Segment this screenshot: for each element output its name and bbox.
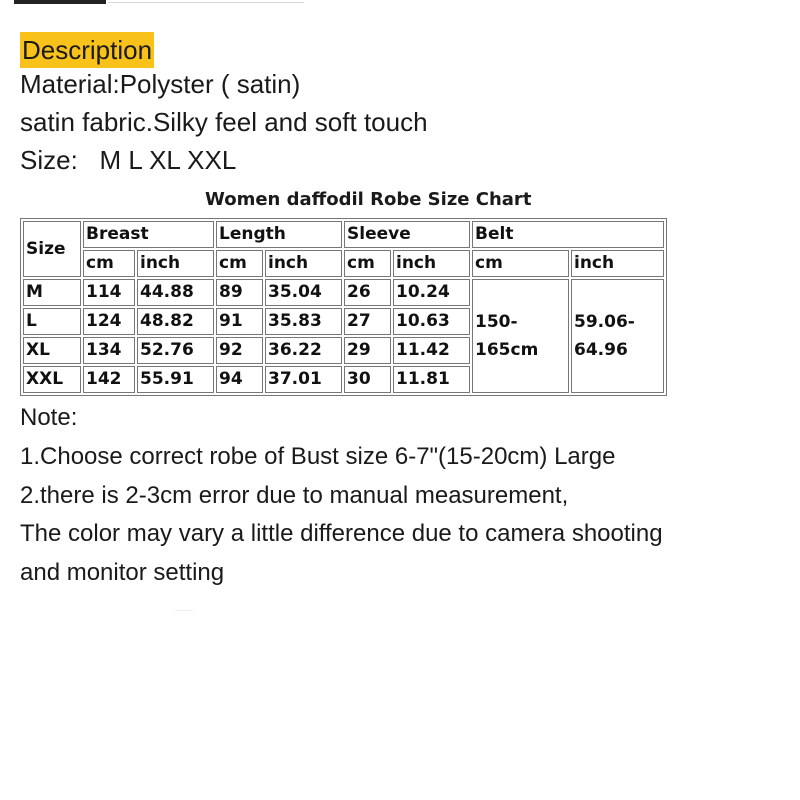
description-heading: Description xyxy=(20,32,154,68)
unit-cm: cm xyxy=(344,250,391,277)
length-inch-cell: 36.22 xyxy=(265,337,342,364)
belt-inch-line: 64.96 xyxy=(574,340,628,360)
length-inch-cell: 35.83 xyxy=(265,308,342,335)
note-line-4: and monitor setting xyxy=(20,559,225,586)
table-row xyxy=(23,279,664,306)
length-header: Length xyxy=(216,221,342,248)
size-cell: L xyxy=(23,308,81,335)
breast-cm-cell: 142 xyxy=(83,366,135,393)
note-heading: Note: xyxy=(20,404,78,431)
sleeve-inch-cell: 11.81 xyxy=(393,366,470,393)
note-line-2: 2.there is 2-3cm error due to manual measurement, xyxy=(20,482,569,509)
unit-cm: cm xyxy=(216,250,263,277)
unit-inch: inch xyxy=(393,250,470,277)
length-inch-cell: 35.04 xyxy=(265,279,342,306)
faint-divider xyxy=(175,610,193,611)
sleeve-cm-cell: 30 xyxy=(344,366,391,393)
material-text: Material:Polyster ( satin) xyxy=(20,69,301,99)
sleeve-inch-cell: 10.63 xyxy=(393,308,470,335)
size-column-header: Size xyxy=(23,221,81,277)
breast-inch-cell: 52.76 xyxy=(137,337,214,364)
top-divider xyxy=(108,2,304,3)
size-cell: XL xyxy=(23,337,81,364)
size-cell: M xyxy=(23,279,81,306)
unit-inch: inch xyxy=(137,250,214,277)
breast-cm-cell: 124 xyxy=(83,308,135,335)
sleeve-header: Sleeve xyxy=(344,221,470,248)
unit-cm: cm xyxy=(83,250,135,277)
breast-inch-cell: 48.82 xyxy=(137,308,214,335)
belt-cm-line: 150- xyxy=(475,312,518,332)
table-unit-row xyxy=(23,250,664,277)
fabric-text: satin fabric.Silky feel and soft touch xyxy=(20,107,428,137)
length-inch-cell: 37.01 xyxy=(265,366,342,393)
length-cm-cell: 92 xyxy=(216,337,263,364)
belt-header: Belt xyxy=(472,221,664,248)
belt-cm-cell xyxy=(472,279,569,393)
size-list-text: Size: M L XL XXL xyxy=(20,145,237,175)
size-chart-table xyxy=(20,218,667,396)
top-bar-decoration xyxy=(14,0,106,4)
breast-cm-cell: 114 xyxy=(83,279,135,306)
length-cm-cell: 89 xyxy=(216,279,263,306)
table-header-row xyxy=(23,221,664,248)
unit-inch: inch xyxy=(571,250,664,277)
size-cell: XXL xyxy=(23,366,81,393)
belt-inch-cell xyxy=(571,279,664,393)
belt-inch-line: 59.06- xyxy=(574,312,635,332)
breast-inch-cell: 44.88 xyxy=(137,279,214,306)
note-line-1: 1.Choose correct robe of Bust size 6-7"(15-20cm) Large xyxy=(20,443,616,470)
length-cm-cell: 94 xyxy=(216,366,263,393)
sleeve-cm-cell: 27 xyxy=(344,308,391,335)
belt-cm-line: 165cm xyxy=(475,340,539,360)
unit-inch: inch xyxy=(265,250,342,277)
breast-header: Breast xyxy=(83,221,214,248)
sleeve-inch-cell: 10.24 xyxy=(393,279,470,306)
breast-cm-cell: 134 xyxy=(83,337,135,364)
sleeve-cm-cell: 29 xyxy=(344,337,391,364)
note-line-3: The color may vary a little difference due to camera shooting xyxy=(20,520,663,547)
length-cm-cell: 91 xyxy=(216,308,263,335)
size-chart-title: Women daffodil Robe Size Chart xyxy=(205,189,532,210)
sleeve-cm-cell: 26 xyxy=(344,279,391,306)
unit-cm: cm xyxy=(472,250,569,277)
sleeve-inch-cell: 11.42 xyxy=(393,337,470,364)
breast-inch-cell: 55.91 xyxy=(137,366,214,393)
